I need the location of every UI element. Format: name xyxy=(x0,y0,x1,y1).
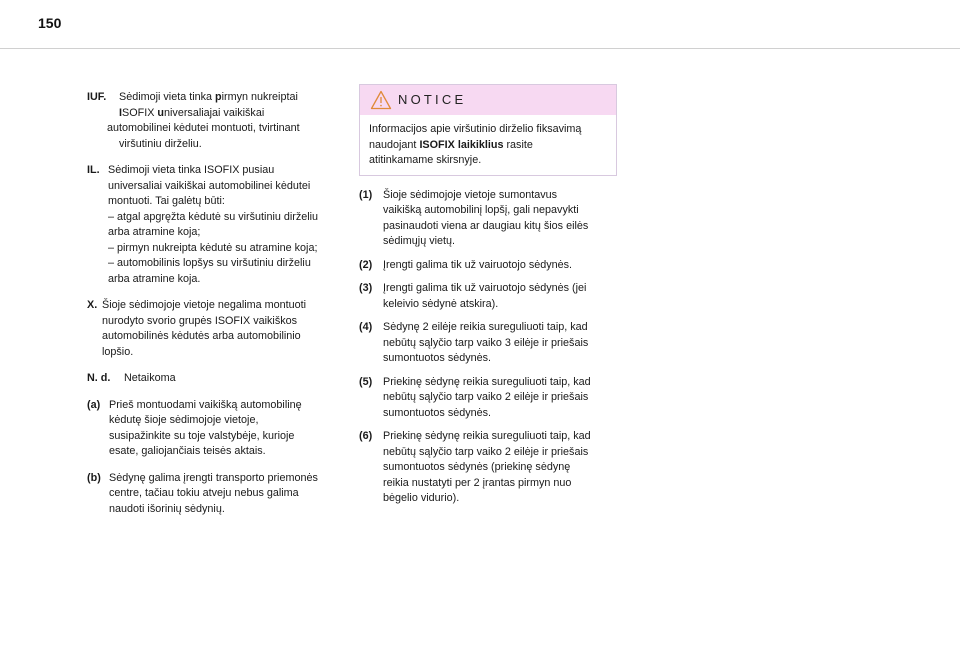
entry-line: – pirmyn nukreipta kėdutė su atramine koja; xyxy=(108,241,318,254)
entry-line: nurodyto svorio grupės ISOFIX vaikiškos xyxy=(102,314,298,327)
note-line: sumontuotos sėdynės. xyxy=(383,352,492,364)
entry-line: ISOFIX universaliajai vaikiškai xyxy=(119,106,265,119)
notice-text: rasite xyxy=(503,138,533,151)
note-line: Priekinę sėdynę reikia sureguliuoti taip, kad xyxy=(383,430,591,442)
entry-line: Netaikoma xyxy=(124,372,176,384)
entry-line: kėdutę šioje sėdimojoje vietoje, xyxy=(109,414,259,426)
notice-bold-text: ISOFIX laikiklius xyxy=(419,138,504,151)
entry-term: IUF. xyxy=(87,91,107,103)
note-line: Priekinę sėdynę reikia sureguliuoti taip, kad xyxy=(383,375,591,388)
entry-x xyxy=(87,298,352,360)
note-body xyxy=(383,188,615,250)
entry-line: automobilinės kėdutės arba automobilinio xyxy=(102,330,301,342)
note-3 xyxy=(359,281,615,312)
note-line: reikia nustatyti per 2 įrantas pirmyn nuo xyxy=(383,476,572,489)
note-4 xyxy=(359,320,615,367)
note-line: bėgelio vidurio). xyxy=(383,492,460,504)
entry-line: Šioje sėdimojoje vietoje negalima montuoti xyxy=(102,299,307,311)
entry-line: automobilinei kėdutei montuoti, tvirtinant xyxy=(107,122,300,134)
note-line: Įrengti galima tik už vairuotojo sėdynės. xyxy=(383,258,573,271)
notice-body xyxy=(360,115,616,175)
notice-line: Informacijos apie viršutinio dirželio fiksavimą xyxy=(369,123,582,135)
entry-body xyxy=(109,398,352,460)
note-body xyxy=(383,258,615,274)
notice-text: naudojant xyxy=(369,138,420,151)
note-line: Įrengti galima tik už vairuotojo sėdynės (jei xyxy=(383,282,587,294)
page-number: 150 xyxy=(38,15,62,31)
note-line: keleivio sėdynė atskira). xyxy=(383,297,499,310)
entry-line: Sėdynę galima įrengti transporto priemonės xyxy=(109,471,318,484)
left-column xyxy=(87,90,352,527)
note-term: (3) xyxy=(359,282,373,294)
entry-nd xyxy=(87,371,352,387)
entry-line: viršutiniu dirželiu. xyxy=(119,137,202,150)
note-body xyxy=(383,429,615,507)
note-6 xyxy=(359,429,615,507)
entry-term: (a) xyxy=(87,398,101,411)
entry-line: esate, galiojančiais teisės aktais. xyxy=(109,445,266,457)
entry-line: arba atramine koja; xyxy=(108,226,201,238)
entry-iuf xyxy=(87,90,352,152)
note-body xyxy=(383,375,615,422)
notice-header xyxy=(360,85,616,115)
entry-line: lopšio. xyxy=(102,345,134,358)
note-5 xyxy=(359,375,615,422)
entry-line: montuoti. Tai galėtų būti: xyxy=(108,195,225,207)
notice-title: NOTICE xyxy=(398,92,467,107)
note-body xyxy=(383,281,615,312)
note-term: (6) xyxy=(359,430,373,442)
note-2 xyxy=(359,258,615,274)
entry-body xyxy=(107,90,352,152)
entry-body xyxy=(102,298,352,360)
entry-body xyxy=(109,471,352,518)
note-line: nebūtų sąlyčio tarp vaiko 3 eilėje ir priešais xyxy=(383,336,589,349)
entry-line: – automobilinis lopšys su viršutiniu dirželiu xyxy=(108,257,311,269)
note-term: (1) xyxy=(359,188,373,201)
entry-line: centre, tačiau tokiu atveju nebus galima xyxy=(109,487,299,499)
note-term: (5) xyxy=(359,375,373,388)
note-1 xyxy=(359,188,615,250)
entry-term: N. d. xyxy=(87,372,111,384)
header-divider xyxy=(0,48,960,49)
note-line: nebūtų sąlyčio tarp vaiko 2 eilėje ir priešais xyxy=(383,445,589,458)
entry-line: Sėdimoji vieta tinka pirmyn nukreiptai xyxy=(119,91,298,103)
note-line: sumontuotos sėdynės (priekinę sėdynę xyxy=(383,461,571,473)
note-line: nebūtų sąlyčio tarp vaiko 2 eilėje ir priešais xyxy=(383,391,589,403)
notice-box xyxy=(359,84,617,176)
entry-line: arba atramine koja. xyxy=(108,272,201,285)
note-line: Sėdynę 2 eilėje reikia sureguliuoti taip, kad xyxy=(383,321,588,333)
note-line: pasinaudoti viena ar daugiau kitų šios eilės xyxy=(383,219,589,232)
entry-b xyxy=(87,471,352,518)
entry-term: X. xyxy=(87,299,98,311)
note-body xyxy=(383,320,615,367)
entry-term: IL. xyxy=(87,164,100,176)
entry-line: susipažinkite su toje valstybėje, kurioje xyxy=(109,429,295,442)
note-line: Šioje sėdimojoje vietoje sumontavus xyxy=(383,188,558,201)
entry-body xyxy=(108,163,352,287)
notice-line: atitinkamame skirsnyje. xyxy=(369,154,482,166)
entry-line: Sėdimoji vieta tinka ISOFIX pusiau xyxy=(108,164,275,176)
entry-term: (b) xyxy=(87,471,101,484)
note-term: (2) xyxy=(359,258,373,271)
entry-il xyxy=(87,163,352,287)
entry-line: – atgal apgręžta kėdutė su viršutiniu dirželiu xyxy=(108,210,319,223)
note-term: (4) xyxy=(359,321,373,333)
note-line: sumontuotos sėdynės. xyxy=(383,406,492,419)
entry-body xyxy=(124,371,352,387)
warning-icon xyxy=(370,90,392,110)
note-line: sėdimųjų vietų. xyxy=(383,235,456,247)
entry-line: Prieš montuodami vaikišką automobilinę xyxy=(109,398,302,411)
entry-a xyxy=(87,398,352,460)
note-line: vaikišką automobilinį lopšį, gali nepavykti xyxy=(383,204,579,216)
notice-line xyxy=(369,138,608,154)
entry-line: universaliai vaikiškai automobilinei kėdutei xyxy=(108,179,311,192)
entry-line: naudoti išorinių sėdynių. xyxy=(109,502,225,515)
middle-column xyxy=(359,84,615,515)
